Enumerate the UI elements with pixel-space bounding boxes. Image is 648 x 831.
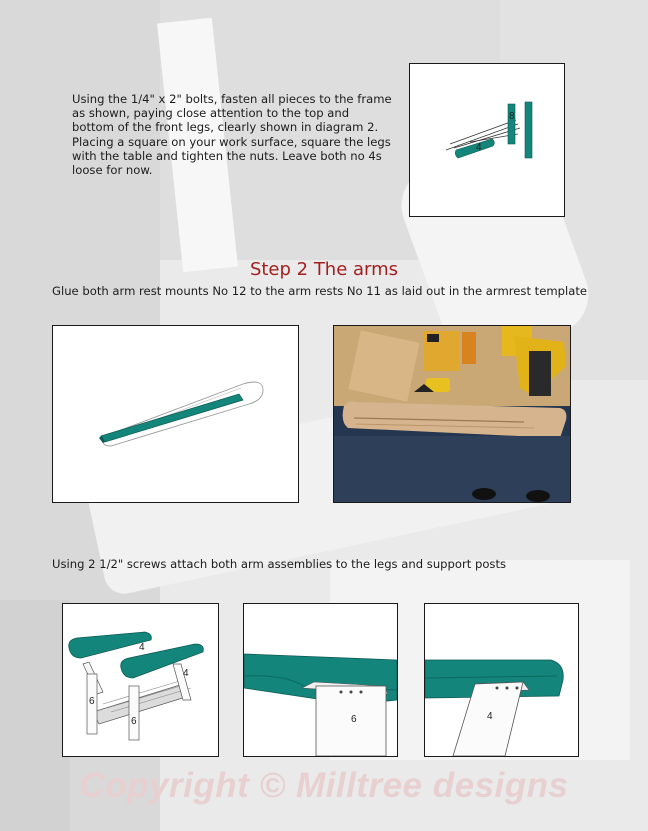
diagram-label-4: 4 [476, 142, 482, 153]
assembly-label-4a: 4 [139, 642, 145, 653]
diagram-label-8: 8 [509, 111, 515, 122]
assembly-label-6a: 6 [89, 696, 95, 707]
assembly-label-6b: 6 [131, 716, 137, 727]
step1-instructions: Using the 1/4" x 2" bolts, fasten all pieces to the frame as shown, paying close attention to the top and bottom of the front legs, clearly shown in diagram 2. Placing a square on your work surface, square the legs with the table and tighten the nuts. Leave both no 4s loose for now. [72, 92, 392, 178]
chair-assembly-diagram [62, 603, 219, 757]
arm-leg-detail-diagram [243, 603, 398, 757]
step2-intro: Glue both arm rest mounts No 12 to the arm rests No 11 as laid out in the armrest template [52, 284, 588, 298]
step1-diagram [409, 63, 565, 217]
arm-post-detail-diagram [424, 603, 579, 757]
workshop-photo [333, 325, 571, 503]
armrest-diagram [52, 325, 299, 503]
detail-post-label: 4 [487, 711, 493, 722]
assembly-label-4b: 4 [183, 668, 189, 679]
detail-leg-label: 6 [351, 714, 357, 725]
step2-title: Step 2 The arms [249, 259, 399, 280]
step2-instruction: Using 2 1/2" screws attach both arm assemblies to the legs and support posts [52, 557, 507, 571]
copyright-watermark: Copyright © Milltree designs [79, 766, 569, 805]
